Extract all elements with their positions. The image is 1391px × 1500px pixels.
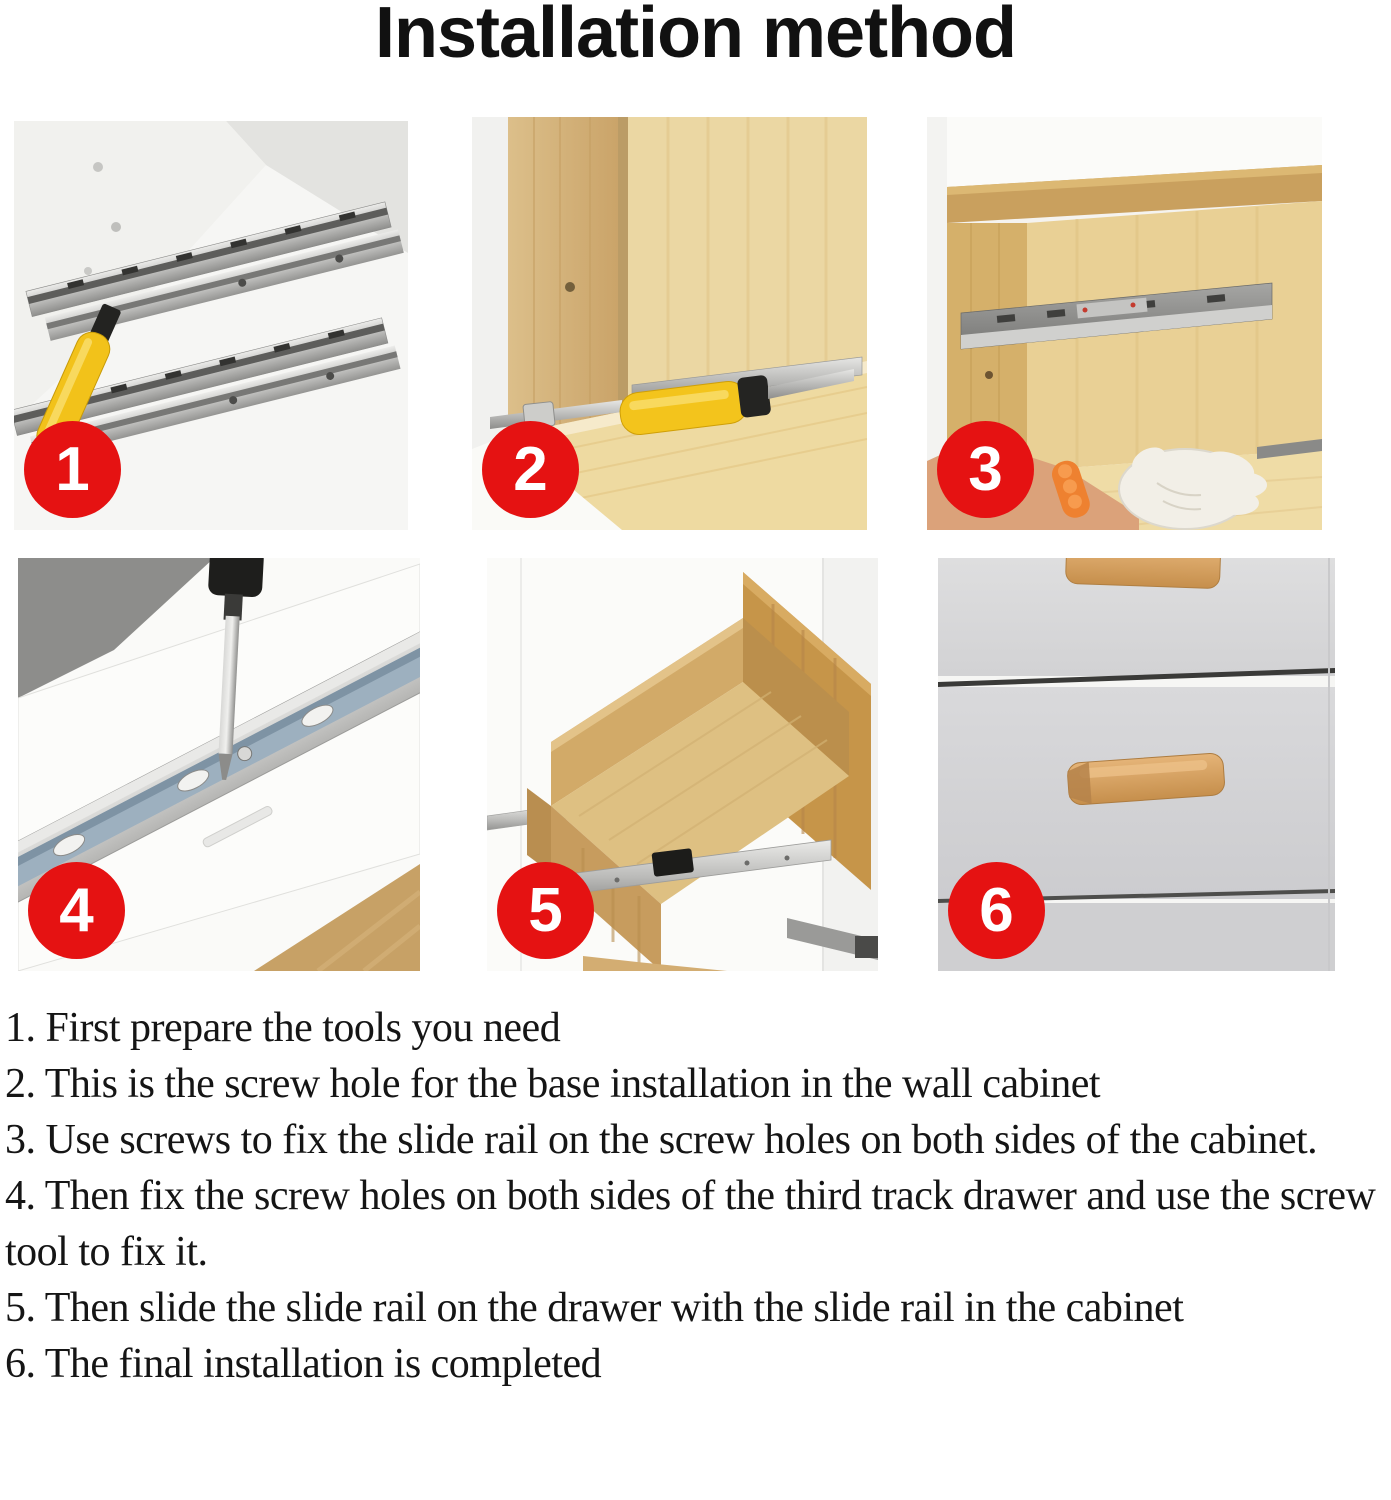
- step-text-6: 6. The final installation is completed: [5, 1341, 602, 1387]
- figure-step-2: [472, 117, 867, 530]
- figure-step-1: [14, 121, 408, 530]
- figure-step-6: [938, 558, 1335, 971]
- step-3-badge: [937, 421, 1034, 518]
- step-text-1: 1. First prepare the tools you need: [5, 1005, 561, 1051]
- step-text-2: 2. This is the screw hole for the base installation in the wall cabinet: [5, 1061, 1101, 1107]
- drawer-handle-icon: [1065, 558, 1220, 589]
- instruction-steps: [5, 1000, 1383, 1392]
- step-3-number: 3: [968, 434, 1003, 504]
- step-6-number: 6: [979, 875, 1014, 945]
- step-5-badge: [497, 862, 594, 959]
- step-4-number: 4: [59, 875, 94, 945]
- figure-step-4: [18, 558, 420, 971]
- figure-step-5: [487, 558, 878, 971]
- step-text-3: 3. Use screws to fix the slide rail on the screw holes on both sides of the cabinet.: [5, 1117, 1318, 1163]
- step-5-number: 5: [528, 875, 563, 945]
- step-text-5: 5. Then slide the slide rail on the drawer with the slide rail in the cabinet: [5, 1285, 1184, 1331]
- figure-step-3: [927, 117, 1322, 530]
- step-2-number: 2: [513, 434, 548, 504]
- step-2-badge: [482, 421, 579, 518]
- page-title: Installation method: [374, 0, 1017, 73]
- step-text-4: 4. Then fix the screw holes on both sides of the third track drawer and use the screw tool to fix it.: [5, 1173, 1376, 1275]
- step-4-badge: [28, 862, 125, 959]
- step-1-number: 1: [55, 434, 90, 504]
- step-6-badge: [948, 862, 1045, 959]
- step-1-badge: [24, 421, 121, 518]
